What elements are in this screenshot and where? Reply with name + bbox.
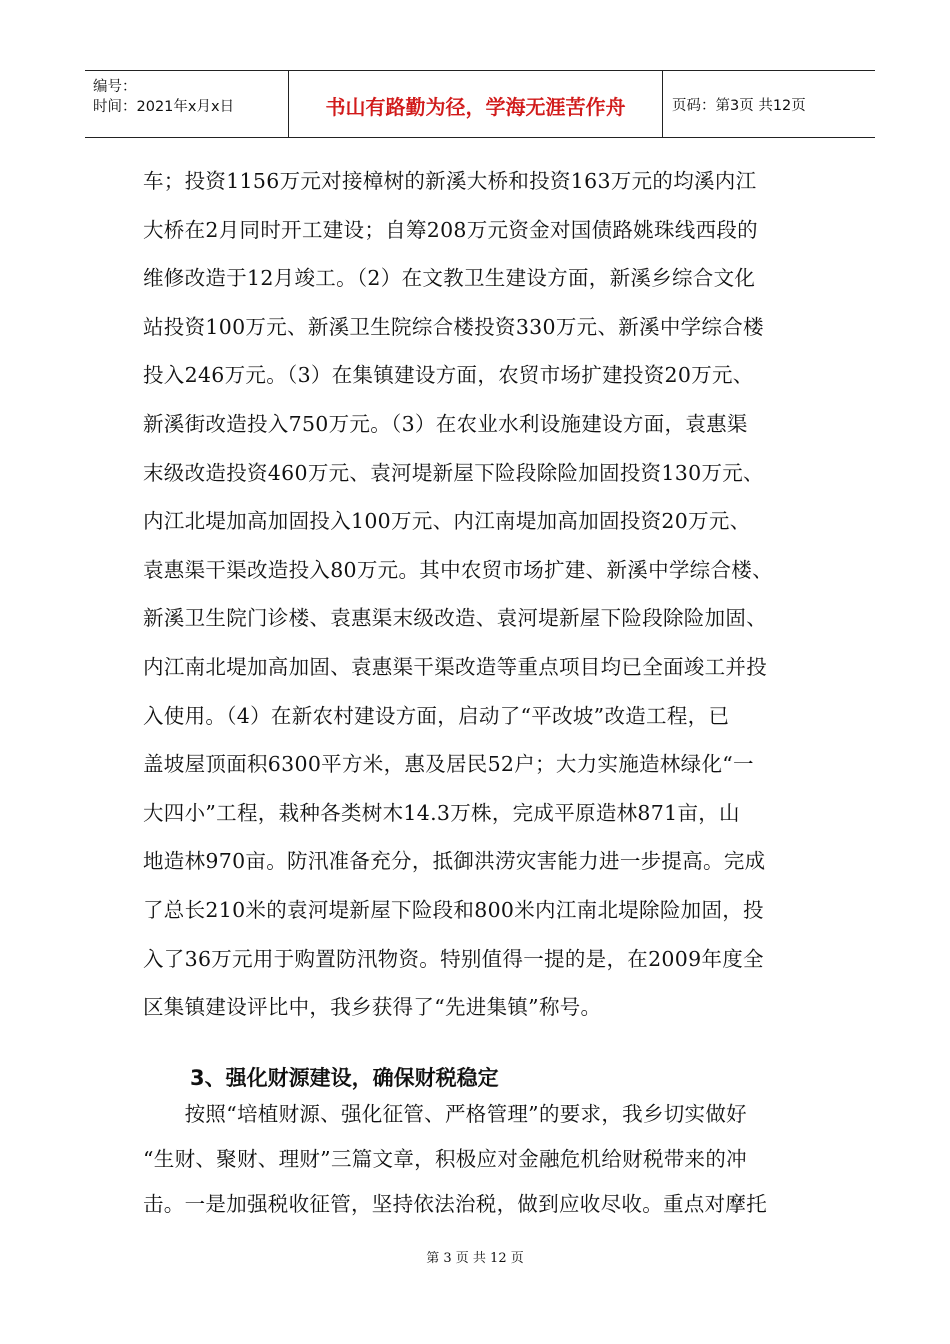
page-header — [85, 70, 875, 138]
header-meta-cell — [85, 71, 289, 137]
text-line: “生财、聚财、理财”三篇文章，积极应对金融危机给财税带来的冲 — [143, 1147, 747, 1171]
section-heading: 3、强化财源建设，确保财税稳定 — [190, 1066, 499, 1090]
text-line: 盖坡屋顶面积6300平方米，惠及居民52户；大力实施造林绿化“一 — [143, 752, 754, 777]
text-line: 车；投资1156万元对接樟树的新溪大桥和投资163万元的均溪内江 — [143, 169, 757, 193]
text-line: 新溪街改造投入750万元。（3）在农业水利设施建设方面，袁惠渠 — [143, 411, 748, 436]
text-line: 投入246万元。（3）在集镇建设方面，农贸市场扩建投资20万元、 — [143, 363, 754, 388]
header-motto: 书山有路勤为径，学海无涯苦作舟 — [289, 71, 663, 137]
page-footer: 第 3 页 共 12 页 — [426, 1251, 524, 1266]
header-page-info: 页码：第3页 共12页 — [672, 97, 806, 114]
text-line: 按照“培植财源、强化征管、严格管理”的要求，我乡切实做好 — [143, 1102, 747, 1126]
text-line: 入使用。（4）在新农村建设方面，启动了“平改坡”改造工程，已 — [143, 703, 730, 728]
text-line: 了总长210米的袁河堤新屋下险段和800米内江南北堤除险加固，投 — [143, 897, 764, 922]
text-line: 入了36万元用于购置防汛物资。特别值得一提的是，在2009年度全 — [143, 946, 764, 971]
text-line: 大四小”工程，栽种各类树木14.3万株，完成平原造林871亩，山 — [143, 800, 740, 825]
text-line: 大桥在2月同时开工建设；自筹208万元资金对国债路姚珠线西段的 — [143, 217, 758, 242]
text-line: 地造林970亩。防汛准备充分，抵御洪涝灾害能力进一步提高。完成 — [143, 849, 766, 874]
document-body — [143, 157, 833, 1032]
text-line: 维修改造于12月竣工。（2）在文教卫生建设方面，新溪乡综合文化 — [143, 266, 756, 291]
document-time-label: 时间：2021年x月x日 — [93, 99, 235, 115]
text-line: 袁惠渠干渠改造投入80万元。其中农贸市场扩建、新溪中学综合楼、 — [143, 557, 773, 582]
text-line: 末级改造投资460万元、袁河堤新屋下险段除险加固投资130万元、 — [143, 460, 764, 485]
text-line: 内江北堤加高加固投入100万元、内江南堤加高加固投资20万元、 — [143, 509, 751, 534]
text-line: 区集镇建设评比中，我乡获得了“先进集镇”称号。 — [143, 995, 602, 1020]
section-body — [143, 1092, 833, 1227]
text-line: 内江南北堤加高加固、袁惠渠干渠改造等重点项目均已全面竣工并投 — [143, 654, 767, 679]
document-number-label: 编号： — [93, 79, 137, 95]
text-line: 击。一是加强税收征管，坚持依法治税，做到应收尽收。重点对摩托 — [143, 1192, 767, 1216]
text-line: 新溪卫生院门诊楼、袁惠渠末级改造、袁河堤新屋下险段除险加固、 — [143, 606, 767, 631]
text-line: 站投资100万元、新溪卫生院综合楼投资330万元、新溪中学综合楼 — [143, 314, 764, 339]
